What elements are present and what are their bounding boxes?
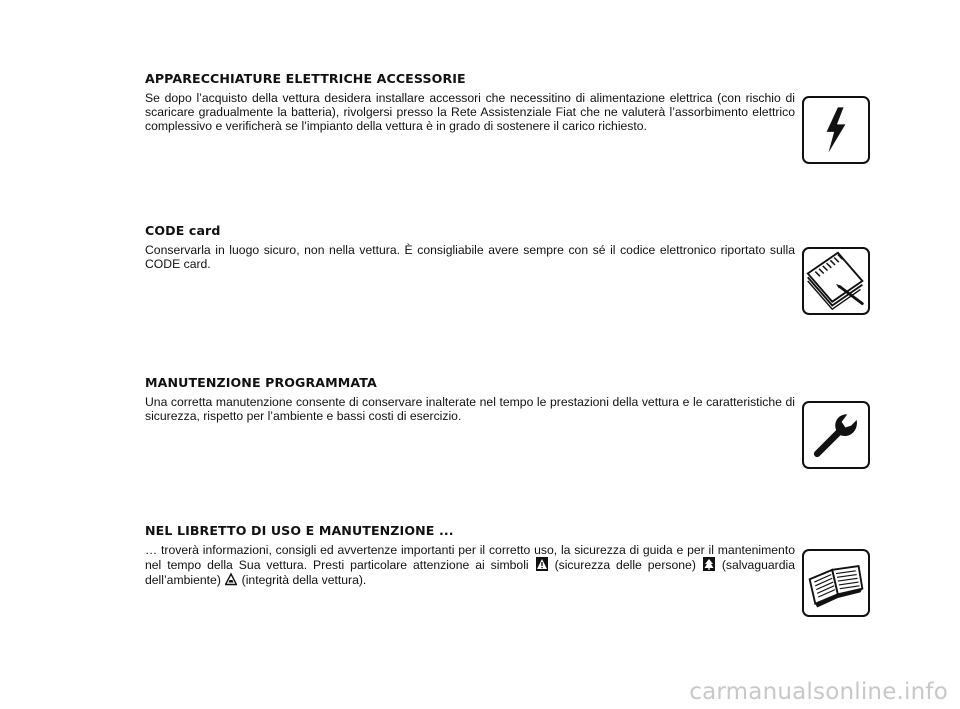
watermark-text: carmanualsonline.info xyxy=(689,679,948,705)
section-heading: MANUTENZIONE PROGRAMMATA xyxy=(145,375,377,390)
wrench-icon xyxy=(802,401,870,469)
code-card-icon xyxy=(802,247,870,315)
section-body xyxy=(145,543,795,587)
lightning-icon xyxy=(802,96,870,164)
environment-icon xyxy=(703,557,715,571)
vehicle-integrity-icon xyxy=(225,572,237,586)
section-electrical-accessories xyxy=(145,71,795,133)
person-safety-icon xyxy=(536,557,548,571)
section-heading: APPARECCHIATURE ELETTRICHE ACCESSORIE xyxy=(145,71,466,86)
body-text-part2: (sicurezza delle persone) xyxy=(554,558,696,572)
section-code-card xyxy=(145,223,795,271)
section-heading: NEL LIBRETTO DI USO E MANUTENZIONE ... xyxy=(145,523,454,538)
open-book-icon xyxy=(802,549,870,617)
section-body: Se dopo l’acquisto della vettura desidera installare accessori che necessitino di alimentazione elettrica (con rischio di scaricare gradualmente la batteria), rivolgersi presso la Rete Assistenziale Fiat che ne valuterà l’assorbimento elettrico complessivo e verificherà se l’impianto della vettura è in grado di sostenere il carico richiesto. xyxy=(145,91,795,133)
section-body: Una corretta manutenzione consente di conservare inalterate nel tempo le prestazioni della vettura e le caratteristiche di sicurezza, rispetto per l’ambiente e bassi costi di esercizio. xyxy=(145,395,795,423)
body-text-part1: … troverà informazioni, consigli ed avvertenze importanti per il corretto uso, la sicurezza di guida e per il mantenimento nel tempo della Sua vettura. Presti particolare attenzione ai simboli xyxy=(145,543,795,572)
body-text-part4: (integrità della vettura). xyxy=(241,573,367,587)
section-manual-info xyxy=(145,523,795,587)
section-heading: CODE card xyxy=(145,223,221,238)
section-body: Conservarla in luogo sicuro, non nella vettura. È consigliabile avere sempre con sé il codice elettronico riportato sulla CODE card. xyxy=(145,243,795,271)
body-text-part3: (salvaguardia dell’ambiente) xyxy=(145,558,795,587)
section-scheduled-maintenance xyxy=(145,375,795,423)
